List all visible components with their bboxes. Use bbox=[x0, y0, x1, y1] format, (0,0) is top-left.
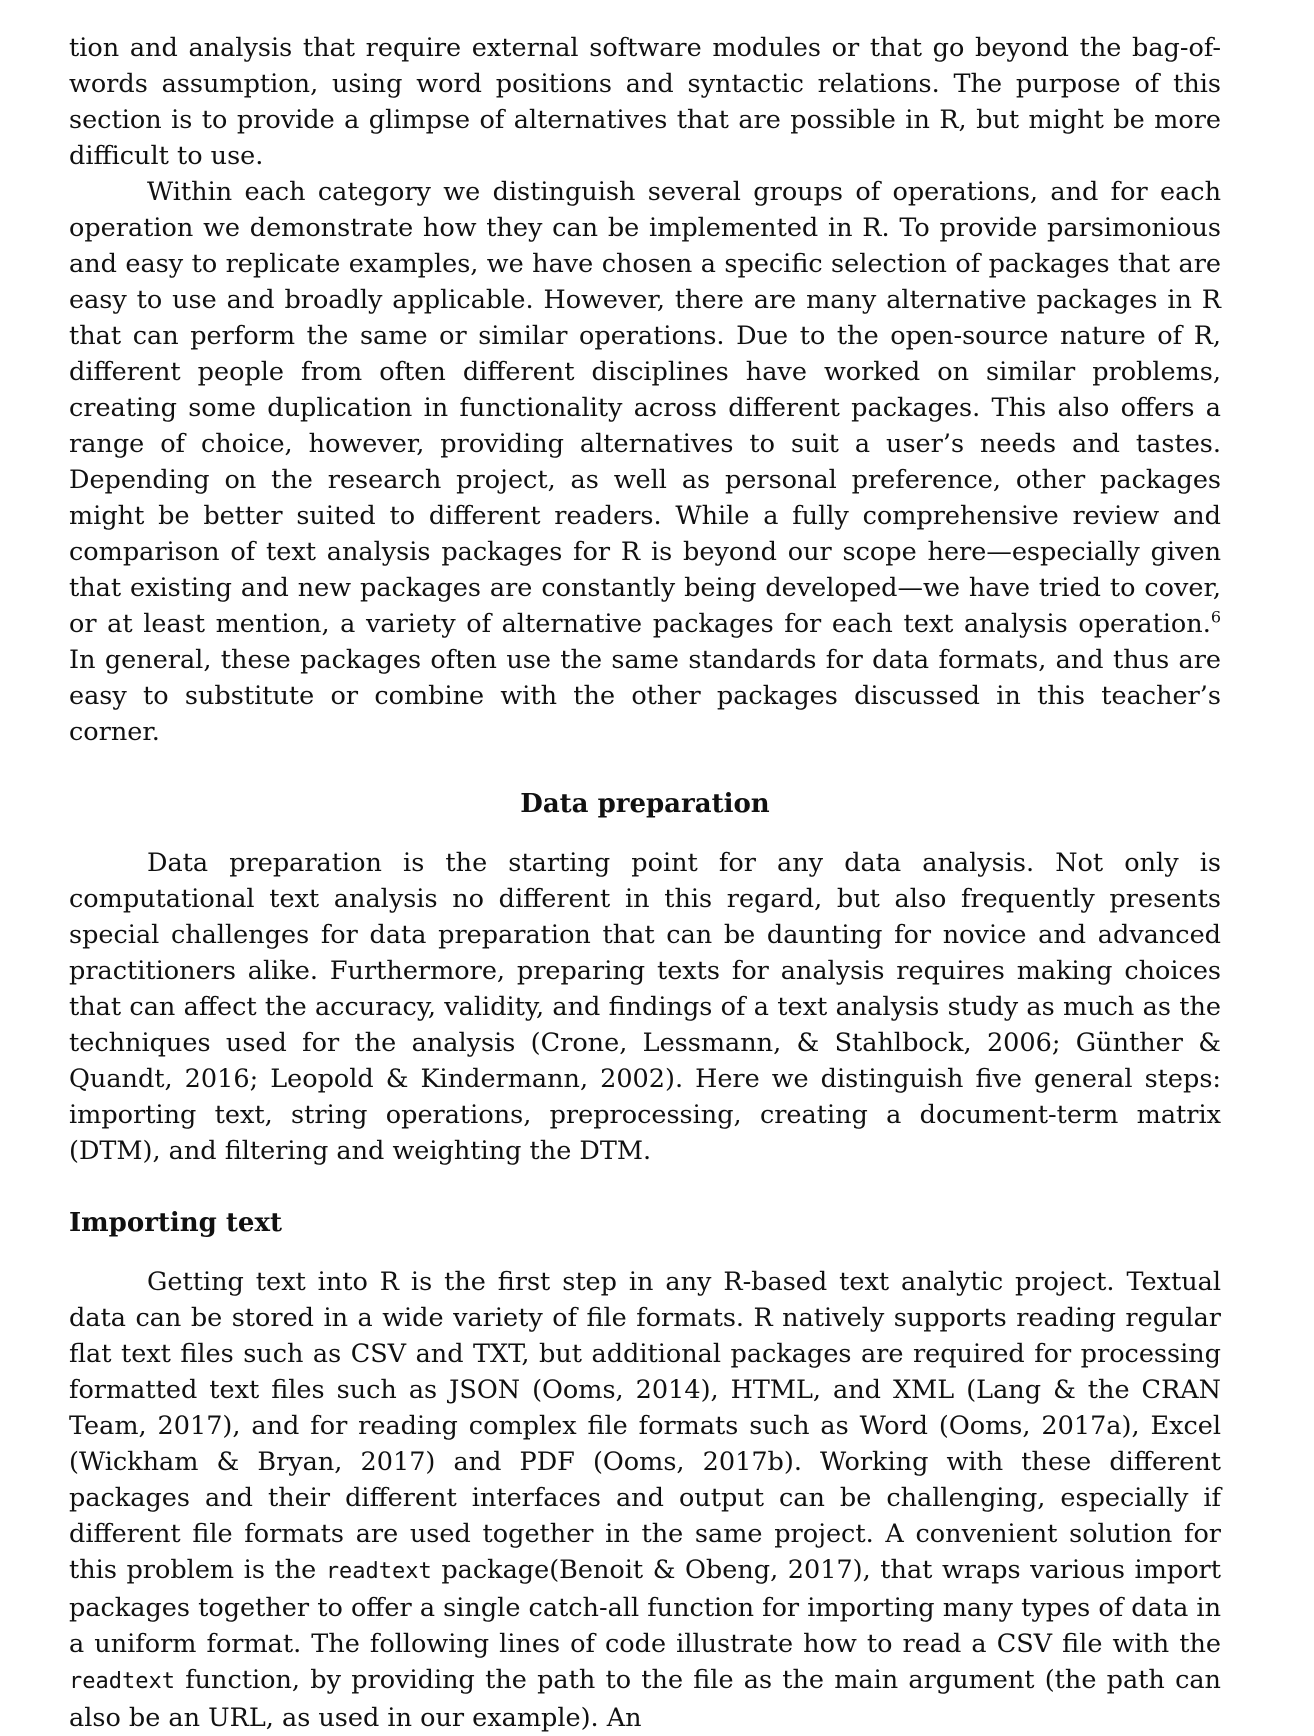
section-heading-data-preparation: Data preparation bbox=[520, 789, 770, 819]
packages-paragraph-text: Within each category we distinguish several groups of operations, and for each operation we demonstrate how they can be implemented in R. To provide parsimonious and easy to replicate examples, we have chosen a specific selection of packages that are easy to use and broadly applicable. However, there are many alternative packages in R that can perform the same or similar operations. Due to the open-source nature of R, different people from often different disciplines have worked on similar problems, creating some duplication in functionality across different packages. This also offers a range of choice, however, providing alternatives to suit a user’s needs and tastes. Depending on the research project, as well as personal preference, other packages might be better suited to different readers. While a fully comprehensive review and comparison of text analysis packages for R is beyond our scope here—especially given that existing and new packages are constantly being developed—we have tried to cover, or at least mention, a variety of alternative packages for each text analysis operation. bbox=[69, 177, 1221, 639]
readtext-package-code: readtext bbox=[325, 1559, 432, 1584]
subsection-heading-importing-text: Importing text bbox=[69, 1208, 282, 1238]
importing-text-paragraph bbox=[69, 1264, 1221, 1736]
intro-paragraph-continued bbox=[69, 30, 1221, 174]
data-preparation-paragraph: Data preparation is the starting point for any data analysis. Not only is computational text analysis no different in this regard, but also frequently presents special challenges for data preparation that can be daunting for novice and advanced practitioners alike. Furthermore, preparing texts for analysis requires making choices that can affect the accuracy, validity, and findings of a text analysis study as much as the techniques used for the analysis (Crone, Lessmann, & Stahlbock, 2006; Günther & Quandt, 2016; Leopold & Kindermann, 2002). Here we distinguish five general steps: importing text, string operations, preprocessing, creating a document-term matrix (DTM), and filtering and weighting the DTM. bbox=[69, 848, 1221, 1166]
readtext-function-code: readtext bbox=[69, 1669, 175, 1694]
intro-paragraph-packages bbox=[69, 174, 1221, 750]
importing-text-part-3: function, by providing the path to the file as the main argument (the path can also be an URL, as used in our example). An bbox=[69, 1665, 1221, 1733]
importing-text-part-2: package(Benoit & Obeng, 2017), that wraps various import packages together to offer a single catch-all function for importing many types of data in a uniform format. The following lines of code illustrate how to read a CSV file with the bbox=[69, 1555, 1221, 1659]
importing-text-part-1: Getting text into R is the first step in any R-based text analytic project. Textual data can be stored in a wide variety of file formats. R natively supports reading regular flat text files such as CSV and TXT, but additional packages are required for processing formatted text files such as JSON (Ooms, 2014), HTML, and XML (Lang & the CRAN Team, 2017), and for reading complex file formats such as Word (Ooms, 2017a), Excel (Wickham & Bryan, 2017) and PDF (Ooms, 2017b). Working with these different packages and their different interfaces and output can be challenging, especially if different file formats are used together in the same project. A convenient solution for this problem is the bbox=[69, 1267, 1221, 1585]
intro-paragraph-text: tion and analysis that require external software modules or that go beyond the bag-of-words assumption, using word positions and syntactic relations. The purpose of this section is to provide a glimpse of alternatives that are possible in R, but might be more difficult to use. bbox=[69, 33, 1221, 171]
packages-paragraph-text-end: In general, these packages often use the same standards for data formats, and thus are easy to substitute or combine with the other packages discussed in this teacher’s corner. bbox=[69, 645, 1221, 747]
footnote-marker[interactable]: 6 bbox=[1210, 607, 1221, 627]
document-body bbox=[69, 30, 1221, 1736]
